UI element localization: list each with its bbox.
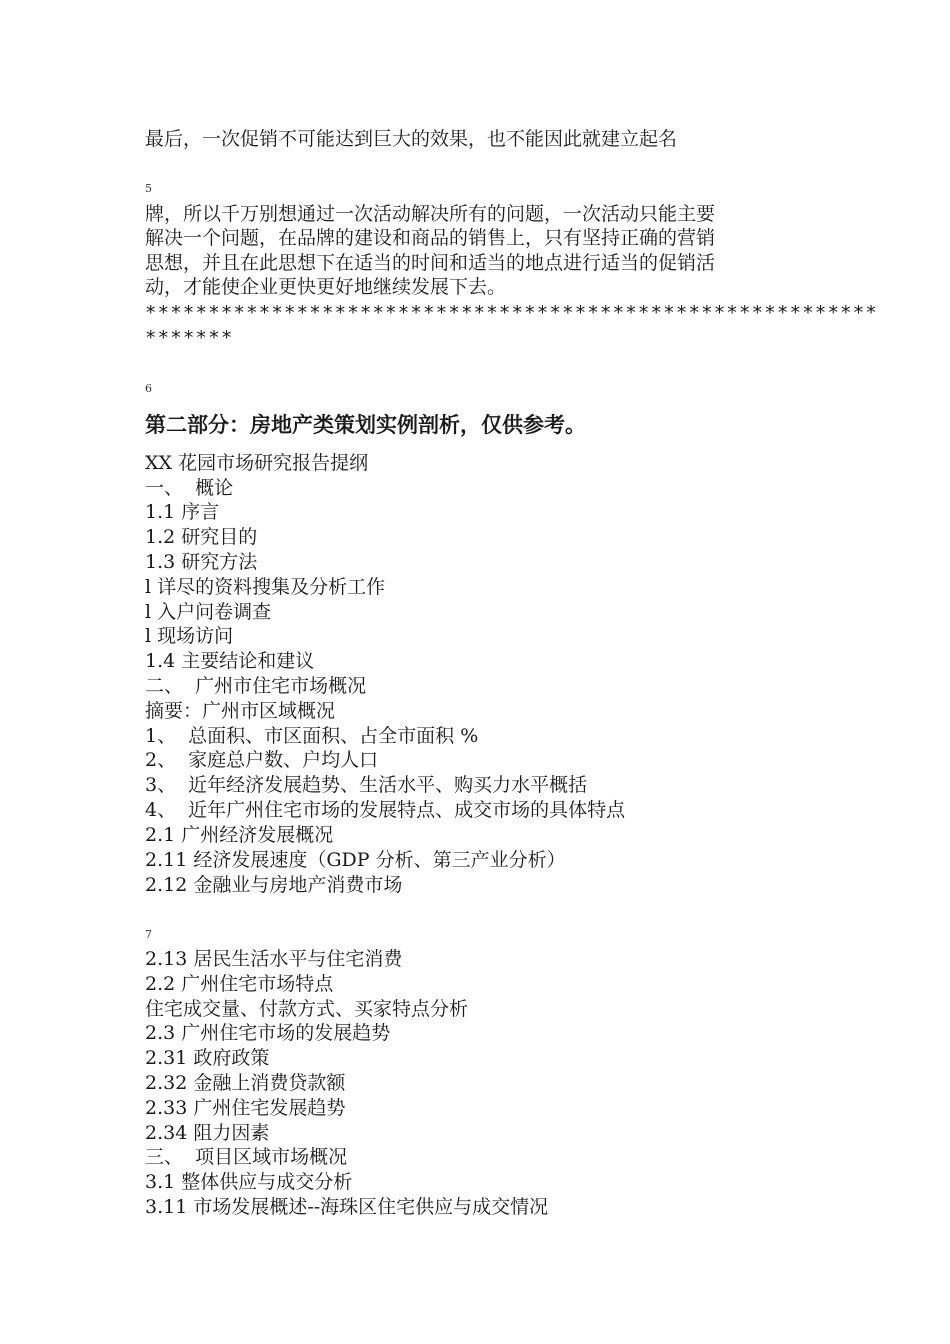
outline-line: 2.33 广州住宅发展趋势 bbox=[145, 1097, 346, 1119]
outline-line: 2.3 广州住宅市场的发展趋势 bbox=[145, 1022, 391, 1044]
outline-line: 3、 近年经济发展趋势、生活水平、购买力水平概括 bbox=[145, 774, 588, 796]
outline-line: 二、 广州市住宅市场概况 bbox=[145, 675, 367, 697]
outline-line: 1.1 序言 bbox=[145, 501, 220, 523]
outline-line: 4、 近年广州住宅市场的发展特点、成交市场的具体特点 bbox=[145, 799, 626, 821]
section-heading: 第二部分：房地产类策划实例剖析，仅供参考。 bbox=[145, 412, 586, 437]
outline-line: XX 花园市场研究报告提纲 bbox=[145, 452, 369, 474]
separator-line: ******* bbox=[145, 327, 234, 349]
outline-line: l 详尽的资料搜集及分析工作 bbox=[145, 576, 386, 598]
outline-line: 1.2 研究目的 bbox=[145, 526, 258, 548]
outline-line: 2.13 居民生活水平与住宅消费 bbox=[145, 948, 403, 970]
page-number: 7 bbox=[145, 928, 152, 941]
outline-line: 1、 总面积、市区面积、占全市面积 % bbox=[145, 725, 479, 747]
outline-line: 2.11 经济发展速度（GDP 分析、第三产业分析） bbox=[145, 849, 566, 871]
outline-line: l 现场访问 bbox=[145, 625, 234, 647]
paragraph-line: 最后，一次促销不可能达到巨大的效果，也不能因此就建立起名 bbox=[145, 128, 678, 150]
outline-line: l 入户问卷调查 bbox=[145, 601, 272, 623]
outline-line: 摘要：广州市区域概况 bbox=[145, 700, 336, 722]
paragraph-line: 动，才能使企业更快更好地继续发展下去。 bbox=[145, 276, 507, 298]
outline-line: 一、 概论 bbox=[145, 477, 234, 499]
outline-line: 2.32 金融上消费贷款额 bbox=[145, 1072, 346, 1094]
outline-line: 2.31 政府政策 bbox=[145, 1047, 270, 1069]
outline-line: 2.34 阻力因素 bbox=[145, 1122, 270, 1144]
outline-line: 1.4 主要结论和建议 bbox=[145, 650, 315, 672]
outline-line: 三、 项目区域市场概况 bbox=[145, 1146, 348, 1168]
outline-line: 1.3 研究方法 bbox=[145, 551, 258, 573]
outline-line: 2.12 金融业与房地产消费市场 bbox=[145, 874, 403, 896]
separator-line: ********************************************************** bbox=[145, 302, 879, 324]
outline-line: 住宅成交量、付款方式、买家特点分析 bbox=[145, 998, 469, 1020]
outline-line: 2.2 广州住宅市场特点 bbox=[145, 973, 334, 995]
page-number: 5 bbox=[145, 182, 152, 195]
outline-line: 2.1 广州经济发展概况 bbox=[145, 824, 334, 846]
paragraph-line: 解决一个问题，在品牌的建设和商品的销售上，只有坚持正确的营销 bbox=[145, 227, 716, 249]
paragraph-line: 思想，并且在此思想下在适当的时间和适当的地点进行适当的促销活 bbox=[145, 252, 716, 274]
paragraph-line: 牌，所以千万别想通过一次活动解决所有的问题，一次活动只能主要 bbox=[145, 203, 716, 225]
page-number: 6 bbox=[145, 382, 152, 395]
outline-line: 2、 家庭总户数、户均人口 bbox=[145, 749, 379, 771]
outline-line: 3.11 市场发展概述--海珠区住宅供应与成交情况 bbox=[145, 1196, 549, 1218]
outline-line: 3.1 整体供应与成交分析 bbox=[145, 1171, 353, 1193]
